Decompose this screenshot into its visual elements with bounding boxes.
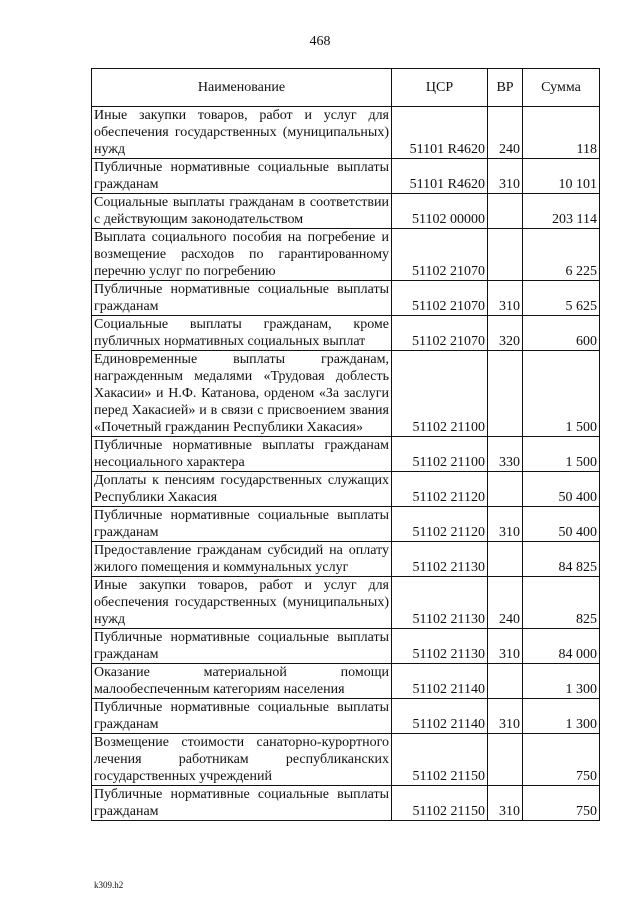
- cell-csr: 51102 21070: [392, 316, 488, 351]
- cell-csr: 51102 21130: [392, 577, 488, 629]
- cell-name: Единовременные выплаты гражданам, награжденным медалями «Трудовая доблесть Хакасии» и Н.Ф. Катанова, орденом «За заслуги перед Хакасией» и в связи с присвоением звания «Почетный гражданин Республики Хакасия»: [92, 351, 392, 437]
- cell-csr: 51102 21130: [392, 629, 488, 664]
- cell-csr: 51102 21120: [392, 507, 488, 542]
- cell-csr: 51102 00000: [392, 194, 488, 229]
- cell-name: Иные закупки товаров, работ и услуг для обеспечения государственных (муниципальных) нужд: [92, 577, 392, 629]
- cell-name: Оказание материальной помощи малообеспеченным категориям населения: [92, 664, 392, 699]
- cell-name: Социальные выплаты гражданам в соответствии с действующим законодательством: [92, 194, 392, 229]
- cell-csr: 51102 21100: [392, 437, 488, 472]
- cell-sum: 118: [523, 107, 600, 159]
- table-row: [92, 437, 600, 472]
- cell-name: Публичные нормативные социальные выплаты гражданам: [92, 159, 392, 194]
- cell-csr: 51102 21070: [392, 281, 488, 316]
- cell-csr: 51102 21100: [392, 351, 488, 437]
- table-row: [92, 786, 600, 821]
- header-csr: ЦСР: [392, 69, 488, 107]
- cell-sum: 750: [523, 786, 600, 821]
- cell-sum: 50 400: [523, 507, 600, 542]
- cell-vr: 310: [488, 629, 523, 664]
- cell-vr: [488, 229, 523, 281]
- cell-csr: 51102 21150: [392, 734, 488, 786]
- cell-sum: 600: [523, 316, 600, 351]
- cell-sum: 203 114: [523, 194, 600, 229]
- cell-sum: 750: [523, 734, 600, 786]
- cell-vr: [488, 351, 523, 437]
- cell-vr: [488, 664, 523, 699]
- cell-vr: 310: [488, 507, 523, 542]
- cell-sum: 5 625: [523, 281, 600, 316]
- cell-csr: 51102 21070: [392, 229, 488, 281]
- cell-name: Доплаты к пенсиям государственных служащих Республики Хакасия: [92, 472, 392, 507]
- cell-name: Публичные нормативные социальные выплаты гражданам: [92, 786, 392, 821]
- table-row: [92, 194, 600, 229]
- cell-name: Публичные нормативные социальные выплаты гражданам: [92, 281, 392, 316]
- cell-vr: [488, 734, 523, 786]
- cell-sum: 1 500: [523, 351, 600, 437]
- cell-name: Публичные нормативные выплаты гражданам несоциального характера: [92, 437, 392, 472]
- cell-csr: 51102 21120: [392, 472, 488, 507]
- cell-sum: 50 400: [523, 472, 600, 507]
- cell-sum: 84 825: [523, 542, 600, 577]
- header-sum: Сумма: [523, 69, 600, 107]
- budget-table: [91, 68, 600, 821]
- cell-vr: 240: [488, 107, 523, 159]
- cell-csr: 51102 21140: [392, 664, 488, 699]
- cell-vr: [488, 194, 523, 229]
- cell-vr: 240: [488, 577, 523, 629]
- table-row: [92, 351, 600, 437]
- cell-name: Возмещение стоимости санаторно-курортного лечения работникам республиканских государственных учреждений: [92, 734, 392, 786]
- footer-code: k309.h2: [94, 880, 124, 890]
- cell-csr: 51101 R4620: [392, 107, 488, 159]
- table-row: [92, 577, 600, 629]
- cell-vr: 310: [488, 699, 523, 734]
- header-name: Наименование: [92, 69, 392, 107]
- table-row: [92, 734, 600, 786]
- cell-sum: 1 300: [523, 664, 600, 699]
- table-row: [92, 699, 600, 734]
- header-vr: ВР: [488, 69, 523, 107]
- page-number: 468: [309, 34, 331, 49]
- cell-vr: 310: [488, 786, 523, 821]
- cell-vr: 310: [488, 159, 523, 194]
- cell-csr: 51102 21140: [392, 699, 488, 734]
- cell-sum: 825: [523, 577, 600, 629]
- table-row: [92, 159, 600, 194]
- table-row: [92, 542, 600, 577]
- table-header-row: [92, 69, 600, 107]
- table-row: [92, 664, 600, 699]
- cell-name: Предоставление гражданам субсидий на оплату жилого помещения и коммунальных услуг: [92, 542, 392, 577]
- table-row: [92, 229, 600, 281]
- table-body: [92, 107, 600, 821]
- cell-csr: 51102 21150: [392, 786, 488, 821]
- cell-name: Публичные нормативные социальные выплаты гражданам: [92, 629, 392, 664]
- cell-name: Выплата социального пособия на погребение и возмещение расходов по гарантированному перечню услуг по погребению: [92, 229, 392, 281]
- cell-vr: 310: [488, 281, 523, 316]
- cell-vr: 320: [488, 316, 523, 351]
- cell-sum: 10 101: [523, 159, 600, 194]
- cell-vr: 330: [488, 437, 523, 472]
- cell-csr: 51102 21130: [392, 542, 488, 577]
- cell-sum: 6 225: [523, 229, 600, 281]
- cell-sum: 1 300: [523, 699, 600, 734]
- cell-name: Публичные нормативные социальные выплаты гражданам: [92, 507, 392, 542]
- cell-name: Социальные выплаты гражданам, кроме публичных нормативных социальных выплат: [92, 316, 392, 351]
- table-row: [92, 629, 600, 664]
- cell-name: Публичные нормативные социальные выплаты гражданам: [92, 699, 392, 734]
- cell-vr: [488, 472, 523, 507]
- table-row: [92, 281, 600, 316]
- table-row: [92, 507, 600, 542]
- table-row: [92, 316, 600, 351]
- cell-name: Иные закупки товаров, работ и услуг для обеспечения государственных (муниципальных) нужд: [92, 107, 392, 159]
- table-row: [92, 107, 600, 159]
- cell-csr: 51101 R4620: [392, 159, 488, 194]
- cell-sum: 1 500: [523, 437, 600, 472]
- table-row: [92, 472, 600, 507]
- cell-sum: 84 000: [523, 629, 600, 664]
- cell-vr: [488, 542, 523, 577]
